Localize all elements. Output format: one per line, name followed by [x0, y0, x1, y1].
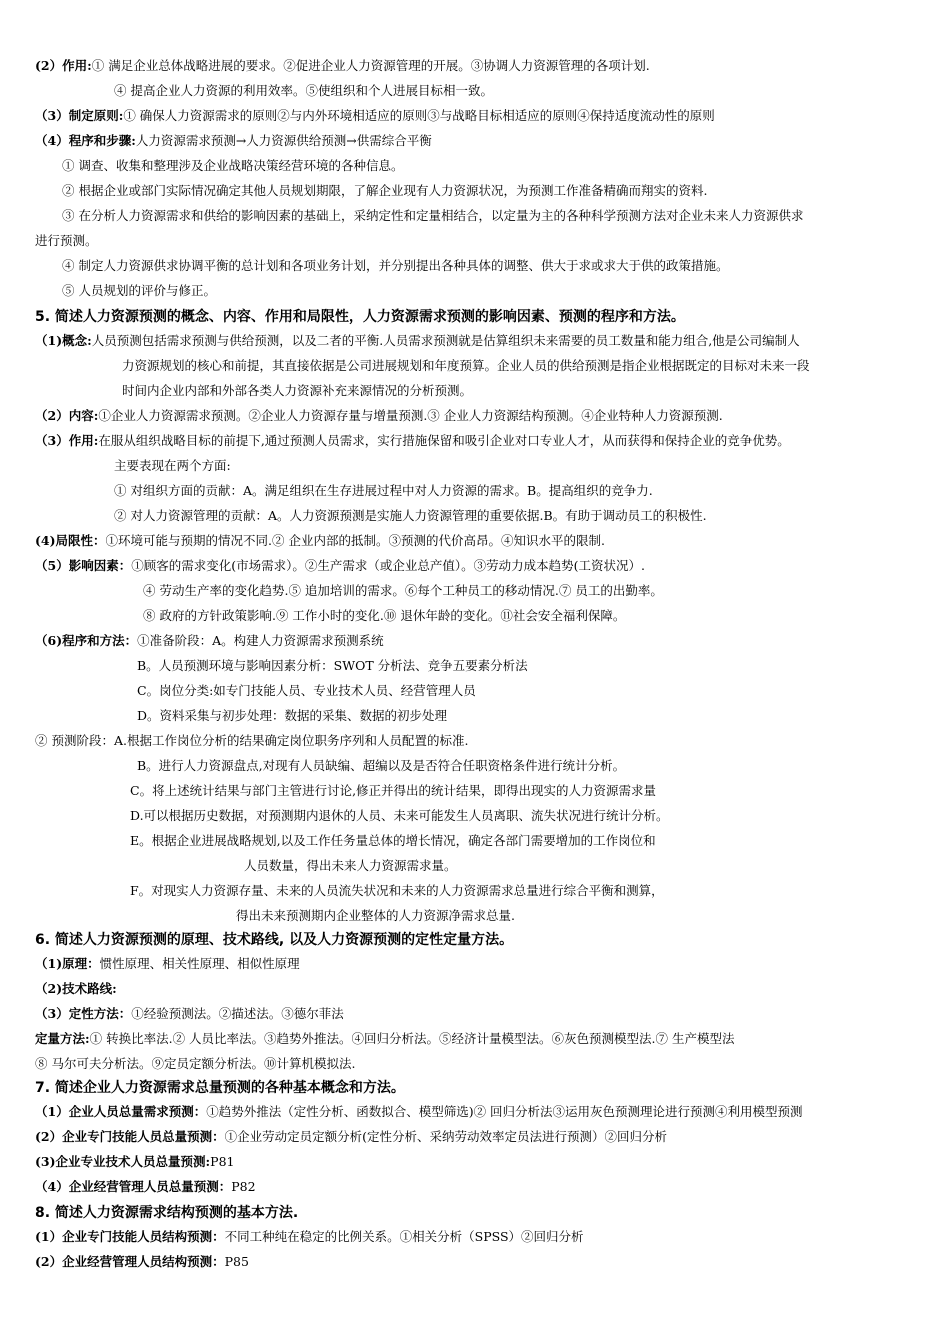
- text-line: [35, 233, 98, 249]
- line-text: P81: [210, 1154, 235, 1169]
- line-text: 进行预测。: [35, 233, 98, 248]
- text-line: [236, 908, 515, 924]
- text-line: [35, 408, 723, 424]
- line-text: 时间内企业内部和外部各类人力资源补充来源情况的分析预测。: [122, 383, 473, 398]
- line-label: （4）企业经营管理人员总量预测：: [35, 1179, 232, 1194]
- line-text: ③ 在分析人力资源需求和供给的影响因素的基础上，采纳定性和定量相结合，以定量为主的各种科学预测方法对企业未来人力资源供求: [62, 208, 804, 223]
- line-text: ①趋势外推法（定性分析、函数拟合、模型筛选)② 回归分析法③运用灰色预测理论进行预测④利用模型预测: [206, 1104, 803, 1119]
- line-label: 定量方法:: [35, 1031, 90, 1046]
- text-line: [35, 1229, 584, 1245]
- line-text: ⑧ 政府的方针政策影响.⑨ 工作小时的变化.⑩ 退休年龄的变化。⑪社会安全福利保障。: [143, 608, 626, 623]
- line-label: (2）企业经营管理人员结构预测：: [35, 1254, 225, 1269]
- line-text: ①顾客的需求变化(市场需求）。②生产需求（或企业总产值）。③劳动力成本趋势(工资状况）.: [131, 558, 645, 573]
- line-label: （5）影响因素：: [35, 558, 132, 573]
- line-text: ④ 提高企业人力资源的利用效率。⑤使组织和个人进展目标相一致。: [114, 83, 493, 98]
- line-text: ② 对人力资源管理的贡献：A。人力资源预测是实施人力资源管理的重要依据.B。有助于调动员工的积极性.: [114, 508, 707, 523]
- line-text: ② 预测阶段：A.根据工作岗位分析的结果确定岗位职务序列和人员配置的标准.: [35, 733, 469, 748]
- line-label: （1）企业人员总量需求预测：: [35, 1104, 207, 1119]
- text-line: [35, 633, 384, 649]
- line-text: 人员数量，得出未来人力资源需求量。: [244, 858, 457, 873]
- line-text: ①环境可能与预期的情况不同.② 企业内部的抵制。③预测的代价高昂。④知识水平的限制.: [105, 533, 605, 548]
- heading-text: 7. 简述企业人力资源需求总量预测的各种基本概念和方法。: [35, 1080, 405, 1096]
- heading-text: 6. 简述人力资源预测的原理、技术路线, 以及人力资源预测的定性定量方法。: [35, 932, 514, 948]
- line-text: ② 根据企业或部门实际情况确定其他人员规划期限，了解企业现有人力资源状况，为预测工作准备精确而翔实的资料.: [62, 183, 708, 198]
- text-line: [114, 458, 231, 474]
- line-text: C。将上述统计结果与部门主管进行讨论,修正并得出的统计结果，即得出现实的人力资源需求量: [130, 783, 657, 798]
- line-text: E。根据企业进展战略规划,以及工作任务量总体的增长情况，确定各部门需要增加的工作岗位和: [130, 833, 656, 848]
- text-line: [130, 808, 669, 824]
- line-label: （3）定性方法：: [35, 1006, 132, 1021]
- line-text: ④ 制定人力资源供求协调平衡的总计划和各项业务计划，并分别提出各种具体的调整、供大于求或求大于供的政策措施。: [62, 258, 729, 273]
- text-line: [130, 783, 656, 799]
- line-text: 得出未来预测期内企业整体的人力资源净需求总量.: [236, 908, 515, 923]
- line-text: 人员预测包括需求预测与供给预测，以及二者的平衡.人员需求预测就是估算组织未来需要的员工数量和能力组合,他是公司编制人: [91, 333, 800, 348]
- text-line: [35, 1031, 735, 1047]
- line-text: ① 确保人力资源需求的原则②与内外环境相适应的原则③与战略目标相适应的原则④保持适度流动性的原则: [123, 108, 715, 123]
- section-heading: [35, 1079, 405, 1097]
- line-label: （3）制定原则:: [35, 108, 124, 123]
- text-line: [137, 708, 447, 724]
- section-heading: [35, 931, 513, 949]
- text-line: [130, 883, 664, 899]
- text-line: [35, 533, 605, 549]
- line-label: （4）程序和步骤:: [35, 133, 136, 148]
- text-line: [244, 858, 457, 874]
- text-line: [35, 558, 645, 574]
- text-line: [114, 508, 707, 524]
- text-line: [114, 483, 653, 499]
- text-line: [35, 108, 715, 124]
- line-label: (2）企业专门技能人员总量预测：: [35, 1129, 225, 1144]
- line-text: ① 对组织方面的贡献：A。满足组织在生存进展过程中对人力资源的需求。B。提高组织的竞争力.: [114, 483, 653, 498]
- line-text: ① 满足企业总体战略进展的要求。②促进企业人力资源管理的开展。③协调人力资源管理的各项计划.: [91, 58, 650, 73]
- text-line: [35, 1104, 803, 1120]
- line-label: （2)技术路线:: [35, 981, 117, 996]
- text-line: [143, 583, 663, 599]
- line-text: P85: [224, 1254, 249, 1269]
- line-text: D.可以根据历史数据，对预测期内退休的人员、未来可能发生人员离职、流失状况进行统计分析。: [130, 808, 669, 823]
- line-text: ④ 劳动生产率的变化趋势.⑤ 追加培训的需求。⑥每个工种员工的移动情况.⑦ 员工的出勤率。: [143, 583, 663, 598]
- heading-text: 8. 简述人力资源需求结构预测的基本方法.: [35, 1205, 299, 1221]
- text-line: [62, 208, 803, 224]
- section-heading: [35, 1204, 298, 1222]
- section-heading: [35, 308, 685, 326]
- text-line: [62, 283, 216, 299]
- line-text: C。岗位分类:如专门技能人员、专业技术人员、经营管理人员: [137, 683, 476, 698]
- line-text: 在服从组织战略目标的前提下,通过预测人员需求，实行措施保留和吸引企业对口专业人才，从而获得和保持企业的竞争优势。: [98, 433, 790, 448]
- text-line: [35, 1129, 667, 1145]
- line-label: (1）企业专门技能人员结构预测：: [35, 1229, 225, 1244]
- line-text: D。资料采集与初步处理：数据的采集、数据的初步处理: [137, 708, 448, 723]
- text-line: [35, 433, 790, 449]
- text-line: [62, 258, 728, 274]
- text-line: [35, 956, 300, 972]
- text-line: [143, 608, 625, 624]
- line-text: ①企业劳动定员定额分析(定性分析、采纳劳动效率定员法进行预测）②回归分析: [224, 1129, 668, 1144]
- text-line: [35, 58, 650, 74]
- text-line: [35, 733, 468, 749]
- line-text: P82: [231, 1179, 256, 1194]
- line-label: （1)概念:: [35, 333, 92, 348]
- line-label: （1)原理：: [35, 956, 100, 971]
- text-line: [137, 658, 528, 674]
- text-line: [137, 758, 625, 774]
- text-line: [130, 833, 656, 849]
- line-text: ⑤ 人员规划的评价与修正。: [62, 283, 216, 298]
- text-line: [35, 981, 117, 997]
- text-line: [35, 1154, 234, 1170]
- line-text: ①经验预测法。②描述法。③德尔菲法: [131, 1006, 344, 1021]
- line-text: ⑧ 马尔可夫分析法。⑨定员定额分析法。⑩计算机模拟法.: [35, 1056, 356, 1071]
- line-text: B。进行人力资源盘点,对现有人员缺编、超编以及是否符合任职资格条件进行统计分析。: [137, 758, 626, 773]
- line-text: ① 调查、收集和整理涉及企业战略决策经营环境的各种信息。: [62, 158, 404, 173]
- line-label: (4)局限性：: [35, 533, 106, 548]
- text-line: [137, 683, 476, 699]
- text-line: [114, 83, 493, 99]
- line-text: B。人员预测环境与影响因素分析：SWOT 分析法、竞争五要素分析法: [137, 658, 528, 673]
- text-line: [62, 158, 403, 174]
- line-text: ①企业人力资源需求预测。②企业人力资源存量与增量预测.③ 企业人力资源结构预测。④企业特种人力资源预测.: [98, 408, 723, 423]
- text-line: [35, 1254, 249, 1270]
- text-line: [122, 383, 472, 399]
- text-line: [35, 1056, 355, 1072]
- text-line: [35, 333, 800, 349]
- line-text: 惯性原理、相关性原理、相似性原理: [99, 956, 300, 971]
- line-label: （2）内容:: [35, 408, 99, 423]
- line-text: 人力资源需求预测→人力资源供给预测→供需综合平衡: [135, 133, 432, 148]
- line-text: ① 转换比率法.② 人员比率法。③趋势外推法。④回归分析法。⑤经济计量模型法。⑥灰色预测模型法.⑦ 生产模型法: [89, 1031, 735, 1046]
- line-label: （6)程序和方法：: [35, 633, 138, 648]
- line-text: 主要表现在两个方面:: [114, 458, 231, 473]
- line-text: 不同工种纯在稳定的比例关系。①相关分析（SPSS）②回归分析: [224, 1229, 584, 1244]
- line-label: （3）作用:: [35, 433, 99, 448]
- line-text: 力资源规划的核心和前提，其直接依据是公司进展规划和年度预算。企业人员的供给预测是指企业根据既定的目标对未来一段: [122, 358, 810, 373]
- heading-text: 5. 简述人力资源预测的概念、内容、作用和局限性，人力资源需求预测的影响因素、预测的程序和方法。: [35, 309, 685, 325]
- text-line: [35, 1179, 256, 1195]
- line-label: (3)企业专业技术人员总量预测:: [35, 1154, 211, 1169]
- line-text: F。对现实人力资源存量、未来的人员流失状况和未来的人力资源需求总量进行综合平衡和测算，: [130, 883, 664, 898]
- text-line: [62, 183, 707, 199]
- text-line: [35, 1006, 344, 1022]
- line-text: ①准备阶段：A。构建人力资源需求预测系统: [137, 633, 384, 648]
- text-line: [35, 133, 432, 149]
- text-line: [122, 358, 810, 374]
- line-label: (2）作用:: [35, 58, 92, 73]
